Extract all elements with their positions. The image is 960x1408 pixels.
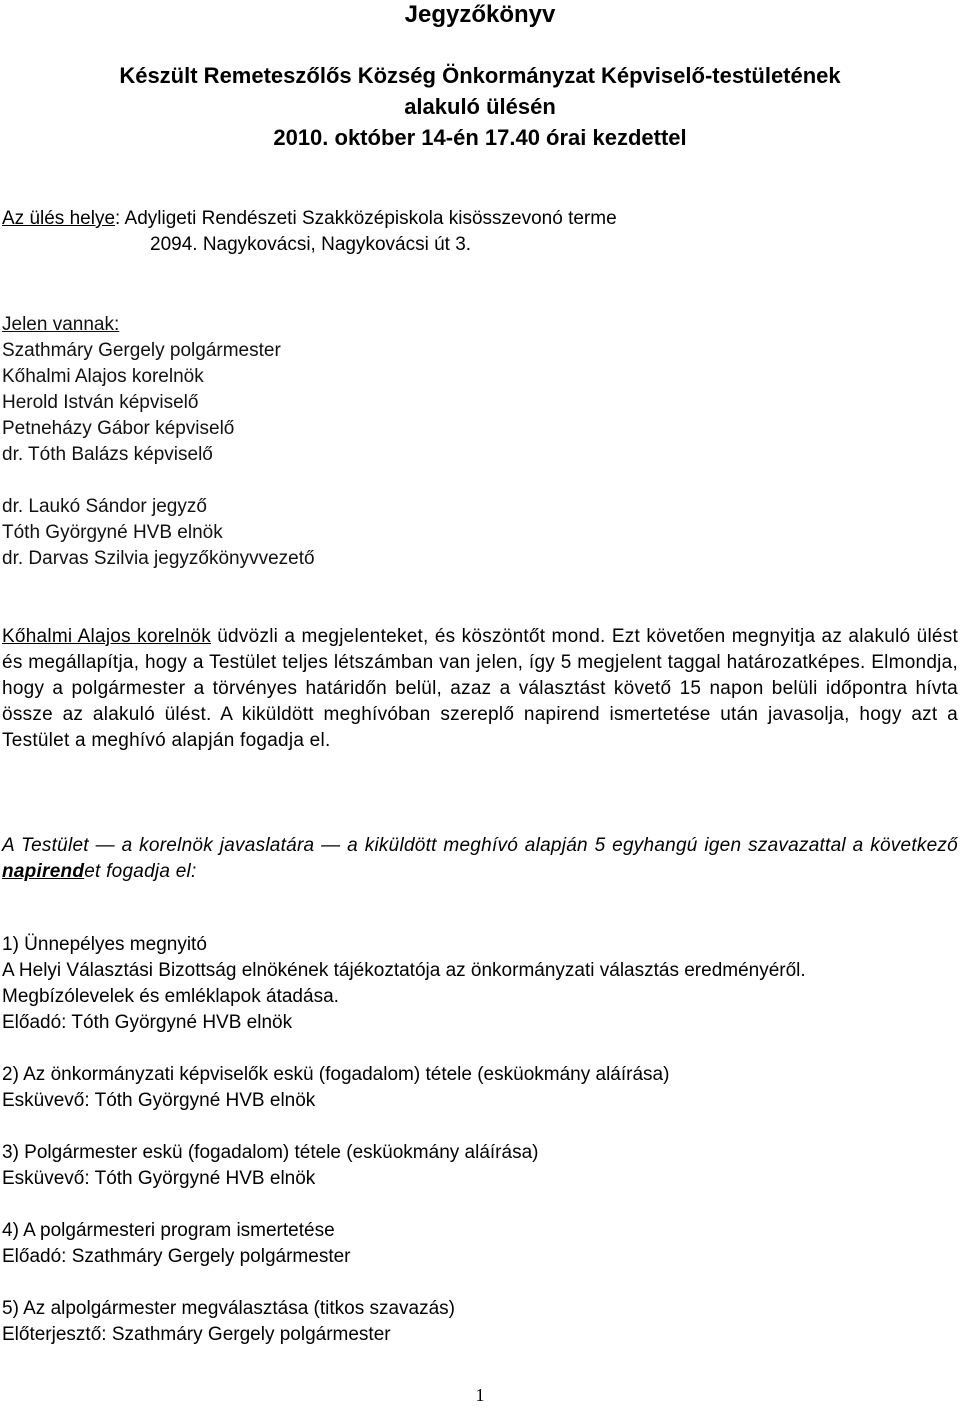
intro-speaker: Kőhalmi Alajos korelnök <box>2 626 211 647</box>
venue-value: : Adyligeti Rendészeti Szakközépiskola kisösszevonó terme <box>115 208 617 229</box>
intro-text: üdvözli a megjelenteket, és köszöntőt mond. Ezt követően megnyitja az alakuló ülést és megállapítja, hogy a Testület teljes létszámban van jelen, így 5 megjelent taggal határozatképes. Elmondja, hogy a polgármester a törvényes határidőn belül, azaz a választást követő 15 napon belüli időpontra hívta össze az alakuló ülést. A kiküldött meghívóban szereplő napirend ismertetése után javasolja, hogy azt a Testület a meghívó alapján fogadja el. <box>2 626 959 751</box>
attendees-spacer <box>2 468 958 494</box>
agenda-item-line: Előterjesztő: Szathmáry Gergely polgármester <box>2 1324 391 1345</box>
agenda-item-title: 5) Az alpolgármester megválasztása (titkos szavazás) <box>2 1298 456 1319</box>
agenda-item-line: Előadó: Tóth Györgyné HVB elnök <box>2 1012 293 1033</box>
agenda-item <box>2 1140 958 1192</box>
intro-paragraph <box>2 624 958 754</box>
attendee-other: dr. Darvas Szilvia jegyzőkönyvvezető <box>2 548 315 569</box>
venue-address: 2094. Nagykovácsi, Nagykovácsi út 3. <box>150 234 472 255</box>
agenda-item-title: 3) Polgármester eskü (fogadalom) tétele (esküokmány aláírása) <box>2 1142 539 1163</box>
agenda-list <box>2 932 958 1374</box>
attendee-member: dr. Tóth Balázs képviselő <box>2 444 213 465</box>
agenda-item-title: 1) Ünnepélyes megnyitó <box>2 934 207 955</box>
agenda-item-title: 2) Az önkormányzati képviselők eskü (fogadalom) tétele (esküokmány aláírása) <box>2 1064 670 1085</box>
attendee-member: Petneházy Gábor képviselő <box>2 418 235 439</box>
document-heading <box>0 60 960 153</box>
document-title: Jegyzőkönyv <box>404 1 556 28</box>
attendees-block <box>2 312 958 572</box>
attendee-other: Tóth Györgyné HVB elnök <box>2 522 223 543</box>
agenda-item <box>2 1218 958 1270</box>
decision-emphasis: napirend <box>2 861 85 882</box>
agenda-item <box>2 932 958 1036</box>
agenda-item-line: Esküvevő: Tóth Györgyné HVB elnök <box>2 1168 316 1189</box>
attendee-member: Kőhalmi Alajos korelnök <box>2 366 204 387</box>
venue-label: Az ülés helye <box>2 208 116 229</box>
attendees-label: Jelen vannak: <box>2 314 120 335</box>
attendee-other: dr. Laukó Sándor jegyző <box>2 496 207 517</box>
agenda-item <box>2 1296 958 1348</box>
decision-paragraph <box>2 833 958 885</box>
agenda-item-line: Előadó: Szathmáry Gergely polgármester <box>2 1246 351 1267</box>
agenda-item-title: 4) A polgármesteri program ismertetése <box>2 1220 335 1241</box>
heading-line-1: Készült Remeteszőlős Község Önkormányzat Képviselő-testületének <box>119 63 841 88</box>
agenda-item <box>2 1062 958 1114</box>
agenda-item-line: Megbízólevelek és emléklapok átadása. <box>2 986 339 1007</box>
decision-text-after: et fogadja el: <box>84 861 197 882</box>
page-number: 1 <box>475 1385 485 1405</box>
agenda-item-line: Esküvevő: Tóth Györgyné HVB elnök <box>2 1090 316 1111</box>
attendee-member: Szathmáry Gergely polgármester <box>2 340 281 361</box>
heading-line-2: alakuló ülésén <box>404 94 556 119</box>
heading-line-3: 2010. október 14-én 17.40 órai kezdettel <box>273 125 687 150</box>
attendee-member: Herold István képviselő <box>2 392 199 413</box>
decision-text-before: A Testület — a korelnök javaslatára — a kiküldött meghívó alapján 5 egyhangú igen szavazattal a következő <box>2 835 958 856</box>
venue-block <box>2 206 958 258</box>
agenda-item-line: A Helyi Választási Bizottság elnökének tájékoztatója az önkormányzati választás eredményéről. <box>2 960 806 981</box>
venue-line <box>2 206 958 232</box>
